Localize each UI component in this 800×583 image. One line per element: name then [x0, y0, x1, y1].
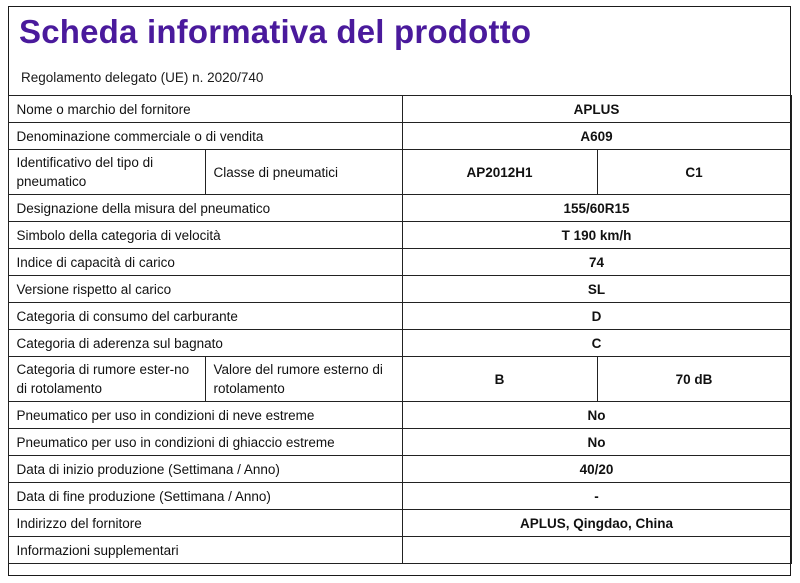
- row-label: Informazioni supplementari: [8, 537, 402, 564]
- table-row: [8, 429, 791, 456]
- table-row: [8, 402, 791, 429]
- row-value: A609: [402, 123, 791, 150]
- page-title: Scheda informativa del prodotto: [19, 13, 532, 50]
- row-value: 155/60R15: [402, 195, 791, 222]
- row-value: -: [402, 483, 791, 510]
- table-row: [8, 222, 791, 249]
- row-value: AP2012H1: [402, 150, 597, 195]
- row-value: 40/20: [402, 456, 791, 483]
- row-label: Versione rispetto al carico: [8, 276, 402, 303]
- table-row: [8, 195, 791, 222]
- table-row: [8, 123, 791, 150]
- table-row: [8, 249, 791, 276]
- row-label: Pneumatico per uso in condizioni di neve estreme: [8, 402, 402, 429]
- row-value: SL: [402, 276, 791, 303]
- row-label: Categoria di consumo del carburante: [8, 303, 402, 330]
- row-value-secondary: C1: [597, 150, 791, 195]
- row-sublabel: Valore del rumore esterno di rotolamento: [205, 357, 402, 402]
- row-label: Indice di capacità di carico: [8, 249, 402, 276]
- row-value: [402, 537, 791, 564]
- row-label: Categoria di rumore ester-no di rotolamento: [8, 357, 205, 402]
- table-row: [8, 330, 791, 357]
- table-row: [8, 510, 791, 537]
- row-value: No: [402, 429, 791, 456]
- table-row: [8, 456, 791, 483]
- row-value: No: [402, 402, 791, 429]
- table-row: [8, 303, 791, 330]
- row-label: Nome o marchio del fornitore: [8, 96, 402, 123]
- row-value: D: [402, 303, 791, 330]
- table-row: [8, 357, 791, 402]
- row-label: Data di fine produzione (Settimana / Anno): [8, 483, 402, 510]
- row-label: Indirizzo del fornitore: [8, 510, 402, 537]
- row-value: C: [402, 330, 791, 357]
- row-label: Designazione della misura del pneumatico: [8, 195, 402, 222]
- row-label: Identificativo del tipo di pneumatico: [8, 150, 205, 195]
- product-info-table: [8, 95, 792, 564]
- row-sublabel: Classe di pneumatici: [205, 150, 402, 195]
- row-value: B: [402, 357, 597, 402]
- regulation-reference: Regolamento delegato (UE) n. 2020/740: [21, 70, 264, 85]
- row-value-secondary: 70 dB: [597, 357, 791, 402]
- row-label: Simbolo della categoria di velocità: [8, 222, 402, 249]
- row-value: APLUS, Qingdao, China: [402, 510, 791, 537]
- row-label: Pneumatico per uso in condizioni di ghiaccio estreme: [8, 429, 402, 456]
- row-label: Categoria di aderenza sul bagnato: [8, 330, 402, 357]
- table-row: [8, 150, 791, 195]
- table-row: [8, 276, 791, 303]
- row-value: 74: [402, 249, 791, 276]
- product-information-sheet: [8, 6, 791, 576]
- table-row: [8, 483, 791, 510]
- table-row: [8, 96, 791, 123]
- row-value: APLUS: [402, 96, 791, 123]
- row-label: Data di inizio produzione (Settimana / Anno): [8, 456, 402, 483]
- row-value: T 190 km/h: [402, 222, 791, 249]
- row-label: Denominazione commerciale o di vendita: [8, 123, 402, 150]
- table-row: [8, 537, 791, 564]
